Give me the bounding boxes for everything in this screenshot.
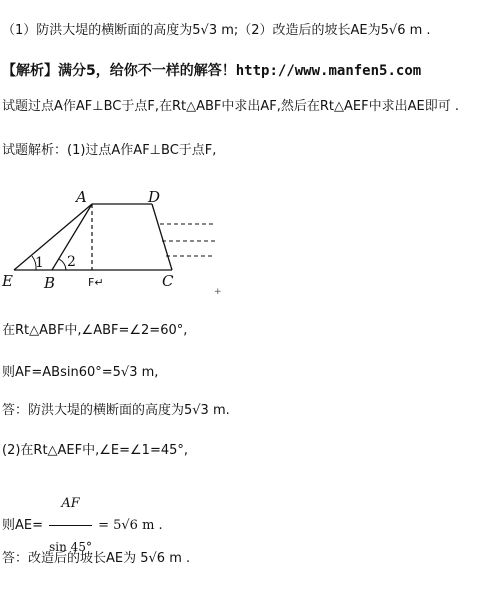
label-a: A: [76, 188, 87, 206]
step-5-result: = 5√6 m .: [98, 518, 163, 533]
analysis-intro: 试题解析：(1)过点A作AF⊥BC于点F,: [2, 143, 217, 158]
label-c: C: [162, 272, 174, 290]
step-6: 答：改造后的坡长AE为 5√6 m .: [2, 551, 191, 566]
segment-ae: [14, 204, 92, 270]
banner-url: http://www.manfen5.com: [235, 63, 422, 79]
step-5-prefix: 则AE=: [2, 518, 43, 533]
banner-label: 【解析】满分5，给你不一样的解答！: [2, 63, 236, 79]
step-2: 则AF=ABsin60°=5√3 m,: [2, 365, 159, 380]
segment-dc: [152, 204, 172, 270]
step-3: 答：防洪大堤的横断面的高度为5√3 m.: [2, 403, 230, 418]
angle-2-arc: [59, 259, 66, 270]
label-e: E: [2, 272, 13, 290]
step-1: 在Rt△ABF中,∠ABF=∠2=60°,: [2, 323, 188, 338]
fraction-denominator: sin 45°: [49, 540, 92, 554]
analysis-banner: [2, 62, 421, 80]
trapezoid-diagram: [0, 186, 240, 296]
solution-hint: 试题过点A作AF⊥BC于点F,在Rt△ABF中求出AF,然后在Rt△AEF中求出AE即可 .: [2, 99, 459, 114]
answers-summary: （1）防洪大堤的横断面的高度为5√3 m;（2）改造后的坡长AE为5√6 m .: [2, 23, 431, 38]
fraction-numerator: AF: [49, 484, 92, 526]
marker-plus: +: [214, 287, 222, 296]
label-d: D: [148, 188, 161, 206]
step-4: (2)在Rt△AEF中,∠E=∠1=45°,: [2, 443, 189, 458]
label-f: F↵: [88, 276, 104, 289]
label-angle-2: 2: [67, 254, 76, 270]
label-angle-1: 1: [35, 255, 44, 271]
label-b: B: [44, 274, 56, 292]
